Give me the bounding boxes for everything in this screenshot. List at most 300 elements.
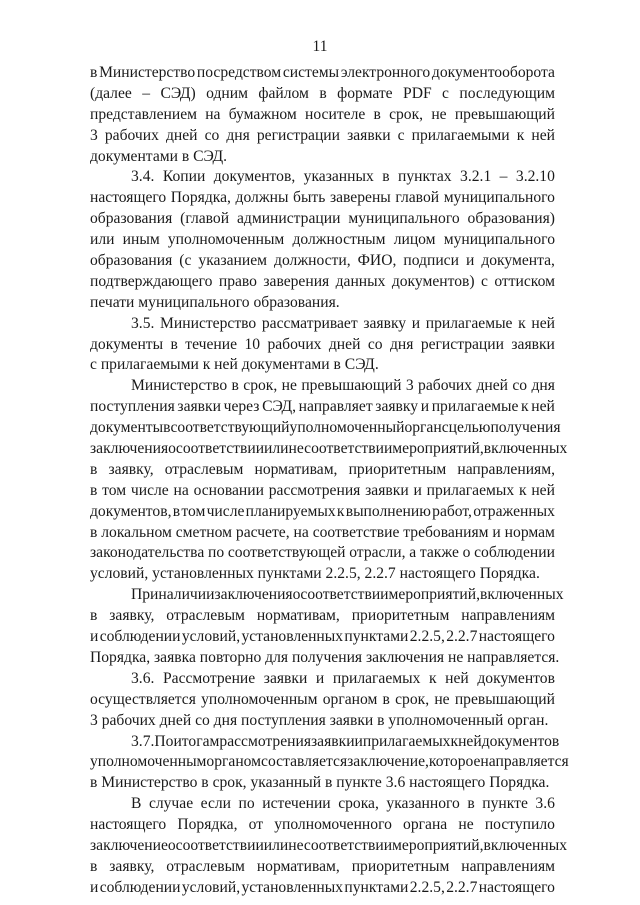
word: на xyxy=(293,523,309,541)
text-line xyxy=(90,481,555,502)
word: настоящего xyxy=(478,628,555,646)
word: числе xyxy=(206,502,245,520)
word: прилагаемыми xyxy=(411,126,510,144)
word: документы xyxy=(90,419,164,437)
word: выполнению xyxy=(345,502,431,520)
text-line xyxy=(90,439,568,460)
word: к xyxy=(521,398,529,416)
text-line xyxy=(90,752,569,773)
word: главой xyxy=(395,189,440,207)
word: о xyxy=(168,440,176,458)
word: к xyxy=(450,732,459,750)
word: приоритетным xyxy=(351,857,450,875)
word: не xyxy=(281,377,297,395)
word: Копии xyxy=(162,168,206,186)
word: формате xyxy=(337,84,393,102)
word: нормам xyxy=(504,523,555,541)
word: дней xyxy=(165,126,198,144)
word: уполномоченным xyxy=(90,753,207,771)
word: должны xyxy=(235,189,289,207)
text-line xyxy=(90,878,555,899)
word: прилагаемых xyxy=(426,481,515,499)
word: с xyxy=(442,84,449,102)
word: в xyxy=(467,795,475,813)
word: 3.6 xyxy=(535,795,555,813)
word: подписи xyxy=(403,252,459,270)
word: уполномоченного xyxy=(274,816,392,834)
word: к xyxy=(518,481,527,499)
word: осуществляется xyxy=(90,690,196,708)
word: отрасли, xyxy=(349,544,406,562)
word: Министерство xyxy=(99,64,196,81)
word: отраслевым xyxy=(166,857,245,875)
word: соблюдении xyxy=(99,878,181,896)
text-line xyxy=(90,627,555,648)
word: образования) xyxy=(467,210,555,228)
word: муниципального xyxy=(443,189,555,207)
word: направляет xyxy=(298,398,373,416)
text-line xyxy=(90,418,561,439)
word: истечении xyxy=(262,795,331,813)
text-line xyxy=(90,188,555,209)
word: в xyxy=(382,168,390,186)
word: основании xyxy=(193,481,264,499)
word: отраслевым xyxy=(166,607,245,625)
word: с xyxy=(481,272,488,290)
word: к xyxy=(516,126,525,144)
word: направлениям xyxy=(461,607,555,625)
word: указанных xyxy=(303,168,374,186)
word: органом xyxy=(206,753,262,771)
word: в xyxy=(90,481,98,499)
word: и xyxy=(420,398,430,416)
word: том xyxy=(102,481,127,499)
text-line xyxy=(90,794,555,815)
word: и xyxy=(315,669,325,687)
word: быть xyxy=(293,189,326,207)
word: итогам xyxy=(173,732,220,750)
word: со xyxy=(204,126,220,144)
word: представлением xyxy=(90,105,197,123)
word: том xyxy=(181,502,206,520)
word: включенных xyxy=(479,586,564,604)
word: в xyxy=(373,105,381,123)
word: рассмотрения xyxy=(268,481,361,499)
word: заключения xyxy=(214,586,293,604)
word: в xyxy=(170,335,178,353)
word: условий, xyxy=(181,878,241,896)
word: заявки xyxy=(347,126,391,144)
text-line xyxy=(90,690,555,711)
word: сметном xyxy=(175,523,232,541)
word: и xyxy=(492,523,501,541)
word: нормативам, xyxy=(254,460,338,478)
word: и xyxy=(465,252,475,270)
word: в xyxy=(90,607,98,625)
text-line xyxy=(90,732,560,753)
word: – xyxy=(142,84,151,102)
word: уполномоченным xyxy=(167,231,285,249)
text-line xyxy=(90,523,555,544)
word: подтверждающего xyxy=(90,272,213,290)
word: рабочих xyxy=(267,335,322,353)
text-line xyxy=(90,251,555,272)
word: иным xyxy=(122,231,160,249)
word: включенных xyxy=(483,836,568,854)
word: право xyxy=(218,272,257,290)
word: настоящего xyxy=(90,816,167,834)
word: со xyxy=(512,377,528,395)
word: к xyxy=(336,502,345,520)
word: соответствующий xyxy=(170,419,290,437)
word: должностным xyxy=(292,231,386,249)
word: локальном xyxy=(101,523,172,541)
word: срок, xyxy=(389,105,424,123)
word: отраслевым xyxy=(164,460,244,478)
word: заключение xyxy=(90,836,168,854)
word: требованиям xyxy=(403,523,489,541)
word: срок, xyxy=(243,377,278,395)
word: в xyxy=(231,377,239,395)
word: По xyxy=(154,732,174,750)
word: СЭД) xyxy=(160,84,196,102)
word: заявку, xyxy=(109,857,155,875)
word: соблюдении xyxy=(474,544,555,562)
text-line xyxy=(90,502,555,523)
word: прилагаемых xyxy=(362,732,451,750)
word: и xyxy=(90,878,99,896)
word: пункте xyxy=(482,795,528,813)
word: 3.6. xyxy=(131,669,155,687)
word: поступило xyxy=(484,816,555,834)
word: системы xyxy=(282,64,340,81)
word: заключения xyxy=(90,440,169,458)
word: орган xyxy=(404,419,442,437)
text-line xyxy=(90,585,564,606)
word: или xyxy=(90,231,115,249)
word: документов) xyxy=(391,272,475,290)
word: последующим xyxy=(459,84,555,102)
word: органа xyxy=(403,816,448,834)
word: направлениям, xyxy=(457,460,555,478)
text-line xyxy=(90,335,555,356)
word: дней xyxy=(476,377,508,395)
word: СЭД, xyxy=(262,398,297,416)
word: заявку xyxy=(363,314,407,332)
word: заявки xyxy=(511,335,555,353)
word: Рассмотрение xyxy=(162,669,256,687)
word: с xyxy=(441,419,449,437)
word: ней xyxy=(458,732,482,750)
word: образования xyxy=(90,210,173,228)
word: к xyxy=(429,669,437,687)
word: мероприятий, xyxy=(388,586,480,604)
text-line xyxy=(90,397,555,418)
word: PDF xyxy=(403,84,432,102)
word: направлениям xyxy=(461,857,555,875)
document-body xyxy=(90,63,569,899)
word: в xyxy=(172,502,181,520)
word: Министерство xyxy=(131,377,228,395)
word: При xyxy=(131,586,159,604)
word: установленных xyxy=(241,628,344,646)
word: дня xyxy=(226,126,250,144)
word: мероприятий, xyxy=(392,836,484,854)
word: 2.2.5, xyxy=(409,628,445,646)
text-line xyxy=(90,460,555,481)
word: и xyxy=(411,314,421,332)
word: рассмотрения xyxy=(219,732,311,750)
word: планируемых xyxy=(245,502,336,520)
word: превышающий xyxy=(301,377,402,395)
word: ней xyxy=(531,398,555,416)
word: В xyxy=(131,795,142,813)
word: от xyxy=(248,816,264,834)
word: нормативам, xyxy=(256,607,340,625)
word: не xyxy=(458,816,474,834)
word: указанием xyxy=(198,252,268,270)
word: по xyxy=(207,544,225,562)
word: течение xyxy=(185,335,238,353)
word: 3.4. xyxy=(131,168,155,186)
word: документов, xyxy=(90,502,172,520)
word: несоответствии xyxy=(288,836,393,854)
word: данных xyxy=(335,272,386,290)
word: соблюдении xyxy=(99,628,181,646)
word: дня xyxy=(389,335,414,353)
word: носителе xyxy=(305,105,366,123)
text-line xyxy=(90,815,555,836)
word: приоритетным xyxy=(348,460,447,478)
text-line xyxy=(90,314,555,335)
word: органом xyxy=(322,690,378,708)
word: одним xyxy=(206,84,248,102)
word: заверены xyxy=(329,189,391,207)
word: прилагаемые xyxy=(425,314,513,332)
word: регистрации xyxy=(420,335,504,353)
word: указанного xyxy=(386,795,460,813)
word: срок, xyxy=(395,690,430,708)
word: или xyxy=(263,836,289,854)
word: в xyxy=(90,523,98,541)
word: уполномоченным xyxy=(201,690,318,708)
word: в xyxy=(319,84,327,102)
word: файлом xyxy=(258,84,309,102)
word: несоответствии xyxy=(288,440,393,458)
word: электронного xyxy=(340,64,431,81)
word: администрации xyxy=(236,210,341,228)
word: со xyxy=(367,335,383,353)
word: поступления xyxy=(90,398,175,416)
word: документы xyxy=(90,335,164,353)
word: не xyxy=(431,105,447,123)
word: настоящего xyxy=(478,878,555,896)
word: документов, xyxy=(213,168,296,186)
word: превышающий xyxy=(454,105,555,123)
word: прилагаемых xyxy=(332,669,421,687)
word: соответствии xyxy=(175,836,264,854)
word: расчете, xyxy=(235,523,290,541)
text-line: в Министерство в срок, указанный в пункте 3.6 настоящего Порядка. xyxy=(90,774,550,792)
word: регистрации xyxy=(256,126,340,144)
word: посредством xyxy=(196,64,282,81)
text-line xyxy=(90,209,555,230)
word: в xyxy=(90,460,98,478)
word: законодательства xyxy=(90,544,205,562)
word: документооборота xyxy=(431,64,555,81)
word: нормативам, xyxy=(256,857,340,875)
text-line xyxy=(90,376,555,397)
text-line: 3 рабочих дней со дня поступления заявки в уполномоченный орган. xyxy=(90,711,549,729)
word: ней xyxy=(531,481,555,499)
word: пунктами xyxy=(344,628,409,646)
text-line xyxy=(90,606,555,627)
word: мероприятий, xyxy=(392,440,484,458)
word: также xyxy=(419,544,459,562)
word: уполномоченный xyxy=(289,419,405,437)
word: оттиском xyxy=(494,272,555,290)
text-line xyxy=(90,167,555,188)
word: ней xyxy=(531,314,555,332)
word: образования xyxy=(90,252,173,270)
word: муниципального xyxy=(443,231,555,249)
word: целью xyxy=(448,419,491,437)
word: включенных xyxy=(483,440,568,458)
word: и xyxy=(413,481,422,499)
word: 2.2.5, xyxy=(409,878,445,896)
text-line: условий, установленных пунктами 2.2.5, 2.2.7 настоящего Порядка. xyxy=(90,565,540,583)
word: пунктами xyxy=(344,878,409,896)
text-line xyxy=(90,857,555,878)
word: через xyxy=(223,398,260,416)
word: в xyxy=(382,690,390,708)
word: ней xyxy=(531,126,555,144)
word: о xyxy=(462,544,471,562)
word: заключение, xyxy=(347,753,429,771)
word: на xyxy=(205,105,221,123)
word: документов xyxy=(477,669,555,687)
word: пунктах xyxy=(398,168,452,186)
text-line xyxy=(90,543,555,564)
text-line: документами в СЭД. xyxy=(90,147,228,165)
word: заявки xyxy=(365,481,409,499)
word: заявку xyxy=(375,398,419,416)
word: рабочих xyxy=(104,126,159,144)
page-number: 11 xyxy=(312,38,328,55)
word: – xyxy=(499,168,508,186)
word: и xyxy=(90,628,99,646)
word: соответствии xyxy=(175,440,265,458)
word: направляется xyxy=(480,753,569,771)
word: срока, xyxy=(338,795,379,813)
word: Порядка, xyxy=(170,189,231,207)
word: и xyxy=(354,732,363,750)
word: числе xyxy=(130,481,169,499)
word: к xyxy=(518,314,526,332)
word: документов xyxy=(481,732,560,750)
word: если xyxy=(200,795,232,813)
text-line: Порядка, заявка повторно для получения заключения не направляется. xyxy=(90,648,560,666)
text-line xyxy=(90,836,568,857)
word: ней xyxy=(445,669,469,687)
word: дня xyxy=(531,377,555,395)
word: настоящего xyxy=(90,189,167,207)
word: условий, xyxy=(181,628,241,646)
word: заявки xyxy=(311,732,355,750)
word: (главой xyxy=(180,210,230,228)
word: по xyxy=(238,795,255,813)
word: на xyxy=(173,481,189,499)
word: соответствии xyxy=(300,586,389,604)
word: приоритетным xyxy=(351,607,450,625)
word: 10 xyxy=(244,335,261,353)
word: заявки xyxy=(177,398,221,416)
text-line xyxy=(90,272,555,293)
word: документа, xyxy=(481,252,555,270)
text-line xyxy=(90,105,555,126)
word: работ, xyxy=(432,502,472,520)
word: заявки xyxy=(263,669,308,687)
word: не xyxy=(434,690,450,708)
word: рассматривает xyxy=(261,314,358,332)
word: прилагаемые xyxy=(431,398,519,416)
word: в xyxy=(90,857,98,875)
word: 3.2.1 xyxy=(460,168,492,186)
word: муниципального xyxy=(348,210,460,228)
word: бумажном xyxy=(228,105,297,123)
text-line xyxy=(90,84,555,105)
word: превышающий xyxy=(454,690,555,708)
word: Министерство xyxy=(160,314,257,332)
text-line: с прилагаемыми к ней документами в СЭД. xyxy=(90,356,379,374)
word: (далее xyxy=(90,84,132,102)
word: 3.5. xyxy=(131,314,155,332)
word: Порядка, xyxy=(177,816,238,834)
word: 3 xyxy=(90,126,98,144)
word: в xyxy=(90,64,98,81)
word: рабочих xyxy=(418,377,473,395)
word: 3 xyxy=(405,377,414,395)
text-line: печати муниципального образования. xyxy=(90,293,340,311)
word: получения xyxy=(490,419,561,437)
word: дней xyxy=(328,335,361,353)
word: а xyxy=(409,544,417,562)
text-line xyxy=(90,63,555,84)
text-line xyxy=(90,669,555,690)
word: о xyxy=(292,586,301,604)
word: заявку, xyxy=(108,460,154,478)
word: 2.2.7 xyxy=(446,878,478,896)
text-line xyxy=(90,230,555,251)
word: наличии xyxy=(158,586,215,604)
word: в xyxy=(163,419,171,437)
word: 3.7. xyxy=(131,732,155,750)
word: (с xyxy=(179,252,192,270)
text-line xyxy=(90,126,555,147)
word: заявку, xyxy=(109,607,155,625)
word: установленных xyxy=(241,878,344,896)
word: о xyxy=(167,836,176,854)
word: лицом xyxy=(393,231,436,249)
word: или xyxy=(264,440,289,458)
word: должности, xyxy=(274,252,351,270)
word: 2.2.7 xyxy=(446,628,478,646)
word: 3.2.10 xyxy=(515,168,555,186)
word: составляется xyxy=(261,753,348,771)
word: которое xyxy=(428,753,481,771)
word: с xyxy=(397,126,405,144)
word: заверения xyxy=(263,272,330,290)
